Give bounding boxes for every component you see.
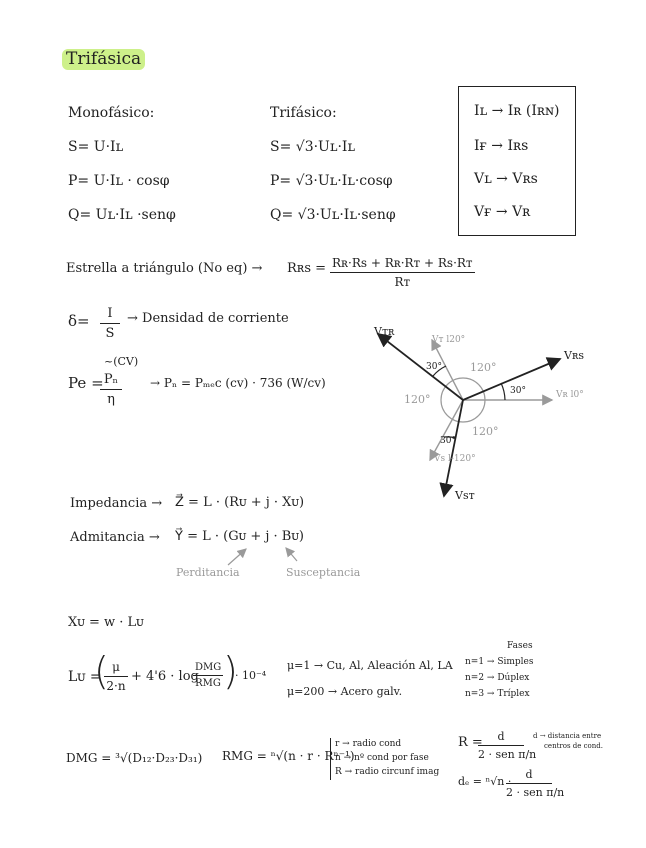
phase-simple: n=1 → Simples — [465, 657, 534, 667]
inductance-mid: + 4'6 · log — [131, 669, 199, 684]
dmg-rmg-fraction — [193, 662, 223, 689]
dmg-numerator: DMG — [193, 662, 223, 676]
radius-numerator: d — [478, 730, 524, 746]
star-delta-lhs: Rʀs = — [287, 261, 327, 276]
angle-120-left: 120° — [404, 393, 431, 406]
box-line-phase-current: Iғ → Iʀs — [474, 138, 529, 154]
pe-lhs: Pe = — [68, 374, 104, 392]
radius-lhs: R = — [458, 735, 483, 750]
tri-s-formula: S= √3·Uʟ·Iʟ — [270, 139, 356, 155]
label-vt: Vᴛ l20° — [432, 335, 466, 345]
mono-p-formula: P= U·Iʟ · cosφ — [68, 173, 170, 189]
rmg-denominator: RMG — [195, 678, 221, 689]
box-line-current: Iʟ → Iʀ (Iʀɴ) — [474, 103, 560, 119]
pe-unit-note: ~(CV) — [104, 355, 139, 368]
star-delta-label: Estrella a triángulo (No eq) → — [66, 261, 263, 276]
pe-rhs: → Pₙ = Pₘₑc (cv) · 736 (W/cv) — [150, 376, 326, 390]
susceptancia-label: Susceptancia — [286, 566, 361, 579]
mu-200-note: μ=200 → Acero galv. — [287, 685, 403, 698]
density-description: → Densidad de corriente — [127, 311, 289, 326]
phases-header: Fases — [507, 641, 533, 651]
density-numerator: I — [100, 306, 120, 324]
mono-q-formula: Q= Uʟ·Iʟ ·senφ — [68, 207, 176, 223]
tri-heading: Trifásico: — [270, 105, 337, 121]
distance-note-1: d → distancia entre — [533, 732, 602, 740]
label-vs: Vs l-120° — [434, 454, 476, 464]
label-vst: Vsᴛ — [455, 489, 475, 502]
angle-120-bottom: 120° — [472, 425, 499, 438]
radius-denominator: 2 · sen π/n — [478, 748, 537, 761]
right-paren: ) — [223, 649, 238, 693]
inductance-tail: · 10⁻⁴ — [235, 669, 267, 682]
angle-30-top: 30° — [426, 362, 442, 372]
rmg-formula: RMG = ⁿ√(n · r · Rⁿ⁻¹) — [222, 749, 355, 763]
pe-denominator: η — [107, 392, 115, 407]
mono-heading: Monofásico: — [68, 105, 155, 121]
radius-fraction — [478, 730, 537, 761]
tri-p-formula: P= √3·Uʟ·Iʟ·cosφ — [270, 173, 393, 189]
angle-120-top: 120° — [470, 361, 497, 374]
equiv-diameter-numerator: d — [506, 768, 552, 784]
label-vtr: Vᴛʀ — [374, 325, 395, 338]
equiv-diameter-fraction — [506, 768, 565, 799]
density-lhs: δ= — [68, 312, 90, 330]
mu-numerator: μ — [104, 660, 128, 677]
box-line-voltage: Vʟ → Vʀs — [474, 171, 538, 187]
angle-30-right: 30° — [510, 386, 526, 396]
rmg-note-r: r → radio cond — [335, 739, 402, 749]
star-delta-denominator: Rᴛ — [394, 275, 411, 289]
label-vrs: Vʀs — [564, 349, 584, 362]
phase-duplex: n=2 → Dúplex — [465, 673, 530, 683]
equiv-diameter-lhs: dₑ = ⁿ√n · — [458, 775, 512, 788]
reactance-formula: Xᴜ = w · Lᴜ — [68, 615, 144, 630]
inductance-lhs: Lᴜ = — [68, 669, 102, 685]
impedance-label: Impedancia → — [70, 496, 163, 511]
susceptancia-arrow — [286, 548, 297, 561]
page-title: Trifásica — [62, 49, 145, 70]
impedance-formula: Z⃗ = L · (Rᴜ + j · Xᴜ) — [175, 495, 305, 510]
phase-triplex: n=3 → Tríplex — [465, 689, 530, 699]
pe-numerator: Pₙ — [100, 372, 122, 390]
distance-note-2: centros de cond. — [544, 742, 603, 750]
mono-s-formula: S= U·Iʟ — [68, 139, 124, 155]
density-denominator: S — [105, 326, 115, 341]
left-paren: ( — [94, 649, 109, 693]
angle-30-bottom: 30° — [440, 436, 456, 446]
rmg-note-R: R → radio circunf imag — [335, 767, 440, 777]
equiv-diameter-denominator: 2 · sen π/n — [506, 786, 565, 799]
perditancia-arrow — [228, 549, 246, 565]
admittance-label: Admitancia → — [70, 530, 160, 545]
box-line-phase-voltage: Vғ → Vʀ — [474, 204, 531, 220]
star-delta-numerator: Rʀ·Rs + Rʀ·Rᴛ + Rs·Rᴛ — [330, 256, 475, 273]
perditancia-label: Perditancia — [176, 566, 240, 579]
rmg-brace — [330, 738, 332, 780]
admittance-formula: Y⃗ = L · (Gᴜ + j · Bᴜ) — [175, 529, 305, 544]
mu-1-note: μ=1 → Cu, Al, Aleación Al, LA — [287, 659, 453, 672]
mu-denominator: 2·n — [106, 679, 126, 693]
dmg-formula: DMG = ³√(D₁₂·D₂₃·D₃₁) — [66, 751, 203, 765]
rmg-note-n: n → nº cond por fase — [335, 753, 429, 763]
tri-q-formula: Q= √3·Uʟ·Iʟ·senφ — [270, 207, 396, 223]
label-vr: Vʀ l0° — [556, 390, 584, 400]
mu-fraction — [104, 660, 128, 693]
